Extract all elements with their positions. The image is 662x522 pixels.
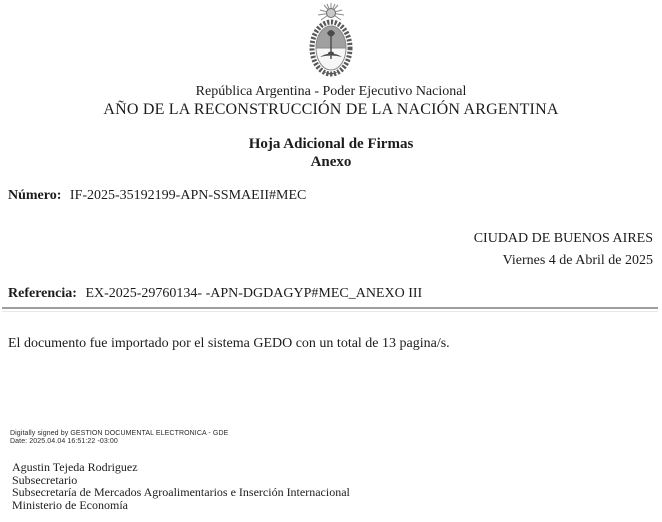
numero-row (8, 188, 306, 204)
year-motto-line: AÑO DE LA RECONSTRUCCIÓN DE LA NACIÓN ARGENTINA (103, 101, 559, 118)
section-divider (2, 307, 658, 312)
digital-signature-line-2: Date: 2025.04.04 16:51:22 -03:00 (10, 438, 118, 445)
document-subtitle: Anexo (310, 154, 352, 170)
signer-name: Agustin Tejeda Rodriguez (12, 460, 138, 474)
city-line: CIUDAD DE BUENOS AIRES (473, 231, 653, 246)
signer-office: Subsecretaría de Mercados Agroalimentarios e Inserción Internacional (12, 485, 350, 499)
import-notice: El documento fue importado por el sistema GEDO con un total de 13 pagina/s. (8, 336, 450, 351)
argentina-coat-of-arms-icon (300, 3, 362, 77)
digital-signature-stamp (10, 430, 228, 446)
document-title: Hoja Adicional de Firmas (248, 136, 414, 152)
signer-ministry: Ministerio de Economía (12, 497, 128, 512)
numero-label: Número: (8, 188, 62, 203)
numero-value: IF-2025-35192199-APN-SSMAEII#MEC (69, 188, 307, 203)
republic-header-line: República Argentina - Poder Ejecutivo Nacional (195, 84, 467, 99)
date-line: Viernes 4 de Abril de 2025 (502, 253, 653, 268)
referencia-label: Referencia: (8, 286, 77, 301)
signer-block (12, 461, 350, 511)
referencia-value: EX-2025-29760134- -APN-DGDAGYP#MEC_ANEXO III (85, 286, 423, 301)
referencia-row (8, 286, 422, 302)
signer-title: Subsecretario (12, 472, 78, 487)
digital-signature-line-1: Digitally signed by GESTION DOCUMENTAL ELECTRONICA - GDE (10, 430, 229, 437)
